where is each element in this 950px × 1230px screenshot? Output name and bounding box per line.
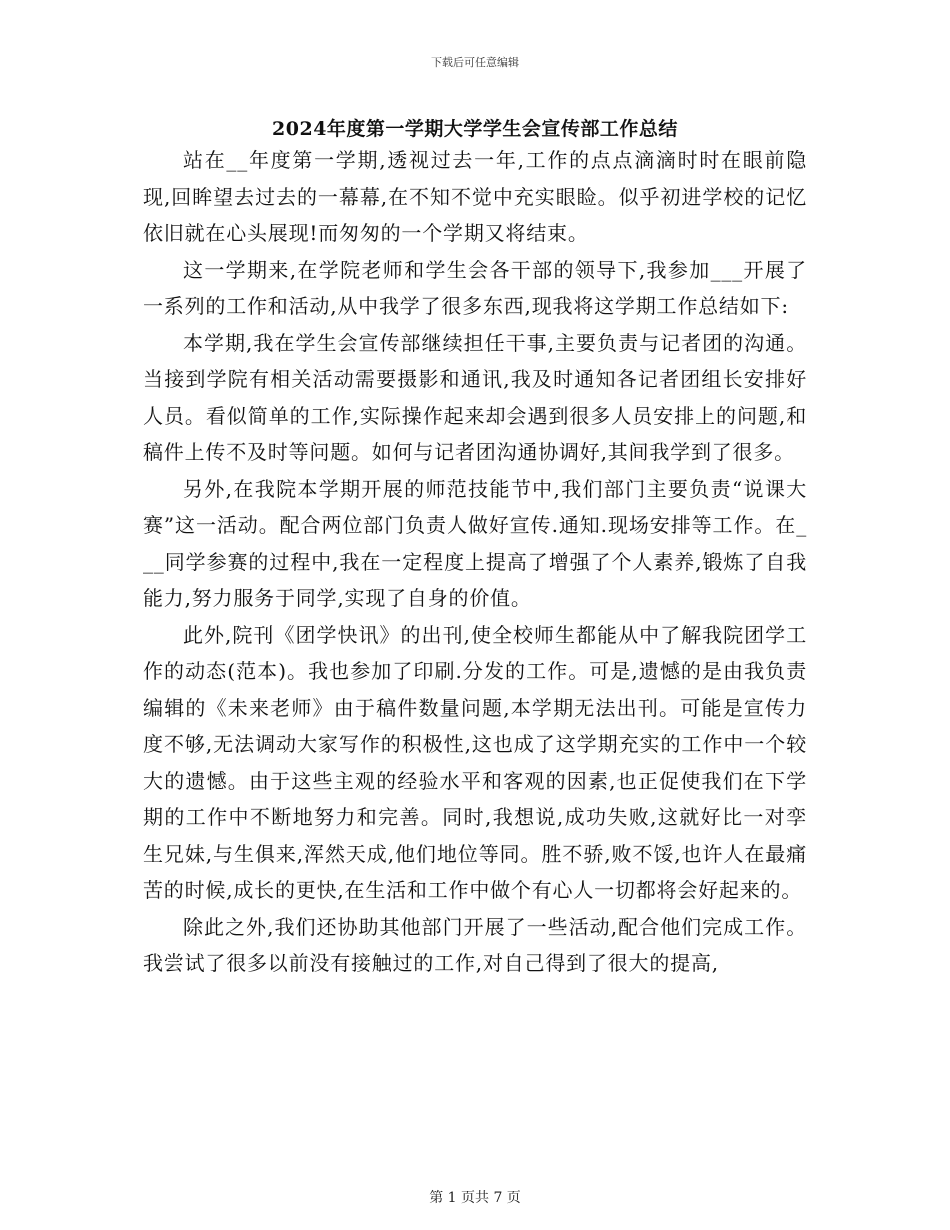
paragraph-5: 此外,院刊《团学快讯》的出刊,使全校师生都能从中了解我院团学工作的动态(范本)。我也参加了印刷.分发的工作。可是,遗憾的是由我负责编辑的《未来老师》由于稿件数量问题,本学期无法出刊。可能是宣传力度不够,无法调动大家写作的积极性,这也成了这学期充实的工作中一个较大的遗憾。由于这些主观的经验水平和客观的因素,也正促使我们在下学期的工作中不断地努力和完善。同时,我想说,成功失败,这就好比一对孪生兄妹,与生俱来,浑然天成,他们地位等同。胜不骄,败不馁,也许人在最痛苦的时候,成长的更快,在生活和工作中做个有心人一切都将会好起来的。 <box>143 622 807 902</box>
paragraph-6: 除此之外,我们还协助其他部门开展了一些活动,配合他们完成工作。我尝试了很多以前没有接触过的工作,对自己得到了很大的提高, <box>143 914 807 975</box>
page-number: 第 1 页共 7 页 <box>429 1190 521 1206</box>
document-body <box>143 142 807 982</box>
paragraph-1: 站在__年度第一学期,透视过去一年,工作的点点滴滴时时在眼前隐现,回眸望去过去的一幕幕,在不知不觉中充实眼睑。似乎初进学校的记忆依旧就在心头展现!而匆匆的一个学期又将结束。 <box>143 148 807 245</box>
paragraph-4: 另外,在我院本学期开展的师范技能节中,我们部门主要负责“说课大赛”这一活动。配合两位部门负责人做好宣传.通知.现场安排等工作。在___同学参赛的过程中,我在一定程度上提高了增强了个人素养,锻炼了自我能力,努力服务于同学,实现了自身的价值。 <box>143 476 807 610</box>
paragraph-3: 本学期,我在学生会宣传部继续担任干事,主要负责与记者团的沟通。当接到学院有相关活动需要摄影和通讯,我及时通知各记者团组长安排好人员。看似简单的工作,实际操作起来却会遇到很多人员安排上的问题,和稿件上传不及时等问题。如何与记者团沟通协调好,其间我学到了很多。 <box>143 330 807 464</box>
page-header-note: 下载后可任意编辑 <box>431 56 519 69</box>
paragraph-2: 这一学期来,在学院老师和学生会各干部的领导下,我参加___开展了一系列的工作和活动,从中我学了很多东西,现我将这学期工作总结如下: <box>143 257 807 318</box>
document-title: 2024年度第一学期大学学生会宣传部工作总结 <box>272 118 678 140</box>
